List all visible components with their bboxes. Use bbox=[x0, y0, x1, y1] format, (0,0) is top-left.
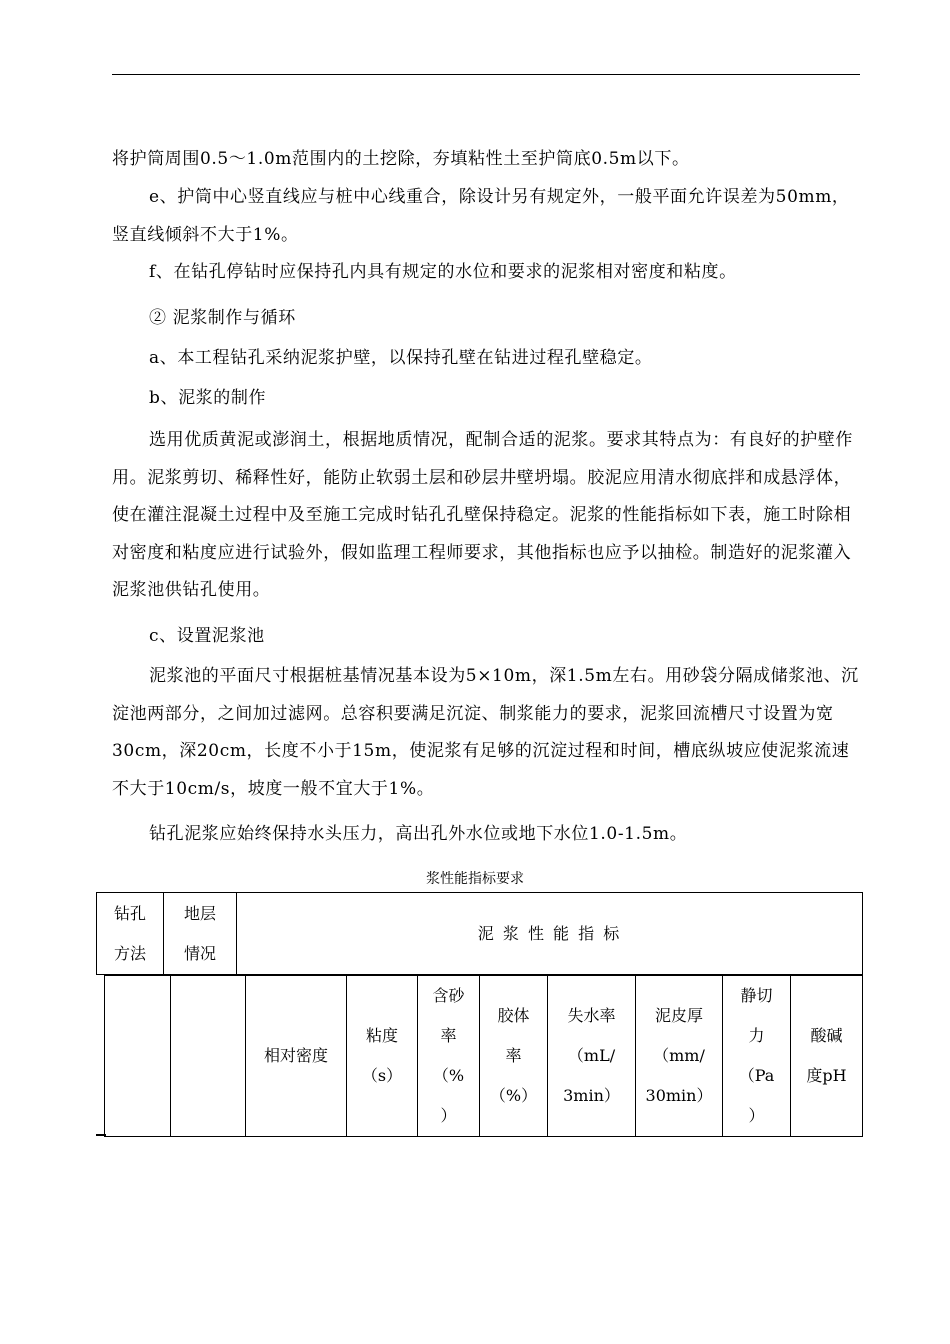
paragraph-3: f、在钻孔停钻时应保持孔内具有规定的水位和要求的泥浆相对密度和粘度。 bbox=[149, 262, 737, 282]
empty-cell-method bbox=[104, 975, 171, 1137]
header-drill-method: 钻孔 方法 bbox=[96, 892, 164, 975]
header-colloid-rate: 胶体 率 （%） bbox=[479, 975, 548, 1137]
paragraph-final: 钻孔泥浆应始终保持水头压力，高出孔外水位或地下水位1.0-1.5m。 bbox=[149, 824, 688, 844]
section-heading: ② 泥浆制作与循环 bbox=[149, 308, 296, 328]
header-relative-density: 相对密度 bbox=[245, 975, 347, 1137]
empty-cell-strata bbox=[170, 975, 246, 1137]
header-slurry-indices: 泥 浆 性 能 指 标 bbox=[236, 892, 863, 975]
header-strata: 地层 情况 bbox=[163, 892, 237, 975]
table-edge-mark bbox=[96, 1134, 106, 1136]
header-static-shear: 静切 力 （Pa ） bbox=[722, 975, 791, 1137]
header-ph: 酸碱 度pH bbox=[790, 975, 863, 1137]
paragraph-c: c、设置泥浆池 bbox=[149, 626, 265, 646]
header-mud-cake: 泥皮厚 （mm/ 30min） bbox=[635, 975, 723, 1137]
paragraph-1: 将护筒周围0.5～1.0m范围内的土挖除，夯填粘性土至护筒底0.5m以下。 bbox=[112, 149, 690, 169]
header-water-loss: 失水率 （mL/ 3min） bbox=[547, 975, 636, 1137]
paragraph-2: e、护筒中心竖直线应与桩中心线重合，除设计另有规定外，一般平面允许误差为50mm，竖直线倾斜不大于1%。 bbox=[112, 187, 850, 245]
paragraph-b-body: 选用优质黄泥或澎润土，根据地质情况，配制合适的泥浆。要求其特点为：有良好的护壁作用。泥浆剪切、稀释性好，能防止软弱土层和砂层井壁坍塌。胶泥应用清水彻底拌和成悬浮体，使在灌注混凝土过程中及至施工完成时钻孔孔壁保持稳定。泥浆的性能指标如下表，施工时除相对密度和粘度应进行试验外，假如监理工程师要求，其他指标也应予以抽检。制造好的泥浆灌入泥浆池供钻孔使用。 bbox=[112, 430, 853, 600]
header-sand-content: 含砂 率 （% ） bbox=[417, 975, 480, 1137]
header-viscosity: 粘度 （s） bbox=[346, 975, 418, 1137]
table-caption: 浆性能指标要求 bbox=[426, 871, 524, 887]
header-rule bbox=[112, 74, 860, 75]
paragraph-c-body: 泥浆池的平面尺寸根据桩基情况基本设为5×10m，深1.5m左右。用砂袋分隔成储浆池、沉淀池两部分，之间加过滤网。总容积要满足沉淀、制浆能力的要求，泥浆回流槽尺寸设置为宽30cm，深20cm，长度不小于15m，使泥浆有足够的沉淀过程和时间，槽底纵坡应使泥浆流速不大于10cm/s，坡度一般不宜大于1%。 bbox=[112, 666, 859, 799]
paragraph-b: b、泥浆的制作 bbox=[149, 388, 267, 408]
paragraph-a: a、本工程钻孔采纳泥浆护壁，以保持孔壁在钻进过程孔壁稳定。 bbox=[149, 348, 653, 368]
